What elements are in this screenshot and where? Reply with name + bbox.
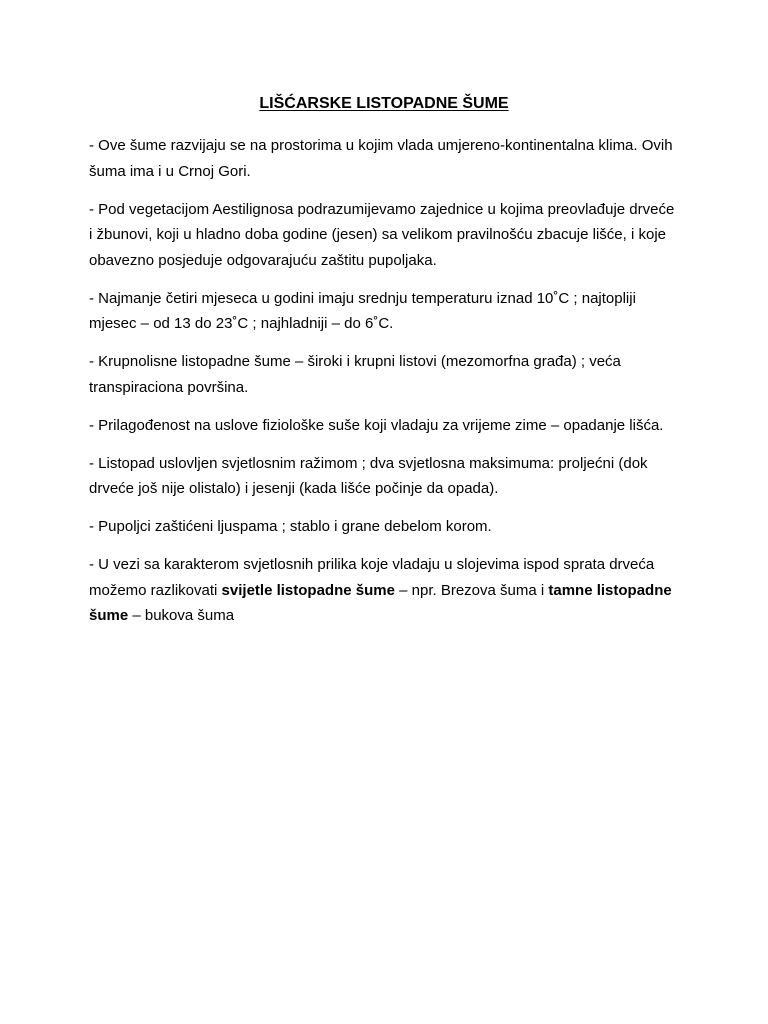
paragraph-temperature: - Najmanje četiri mjeseca u godini imaju srednju temperaturu iznad 10˚C ; najtopliji mjesec – od 13 do 23˚C ; najhladniji – do 6˚C. [89, 289, 636, 332]
paragraph-aestilignosa: - Pod vegetacijom Aestilignosa podrazumijevamo zajednice u kojima preovlađuje drveće i žbunovi, koji u hladno doba godine (jesen) sa velikom pravilnošću zbacuje lišće, i koje obavezno posjeduje odgovarajuću zaštitu pupoljaka. [89, 200, 675, 269]
document-body [89, 133, 681, 641]
paragraph-leaves: - Krupnolisne listopadne šume – široki i krupni listovi (mezomorfna građa) ; veća transpiraciona površina. [89, 353, 621, 396]
paragraph-light-conditions [89, 552, 681, 629]
paragraph-drought: - Prilagođenost na uslove fiziološke suše koji vladaju za vrijeme zime – opadanje lišća. [89, 416, 664, 434]
document-title: LIŠĆARSKE LISTOPADNE ŠUME [259, 95, 509, 112]
paragraph-buds: - Pupoljci zaštićeni ljuspama ; stablo i grane debelom korom. [89, 518, 492, 535]
paragraph-leaf-fall: - Listopad uslovljen svjetlosnim ražimom ; dva svjetlosna maksimuma: proljećni (dok drveće još nije olistalo) i jesenji (kada lišće počinje da opada). [89, 454, 648, 497]
bold-term-light-forests: svijetle listopadne šume [221, 581, 395, 599]
paragraph-light-text-1: - U vezi sa karakterom svjetlosnih prilika koje vladaju u slojevima ispod sprata drveća možemo razlikovati [89, 556, 655, 599]
bold-term-dark-forests: tamne listopadne šume [89, 581, 672, 624]
paragraph-light-text-2: – npr. Brezova šuma i [394, 581, 549, 599]
paragraph-light-text-3: – bukova šuma [128, 607, 235, 624]
paragraph-climate: - Ove šume razvijaju se na prostorima u kojim vlada umjereno-kontinentalna klima. Ovih šuma ima i u Crnoj Gori. [89, 137, 673, 180]
